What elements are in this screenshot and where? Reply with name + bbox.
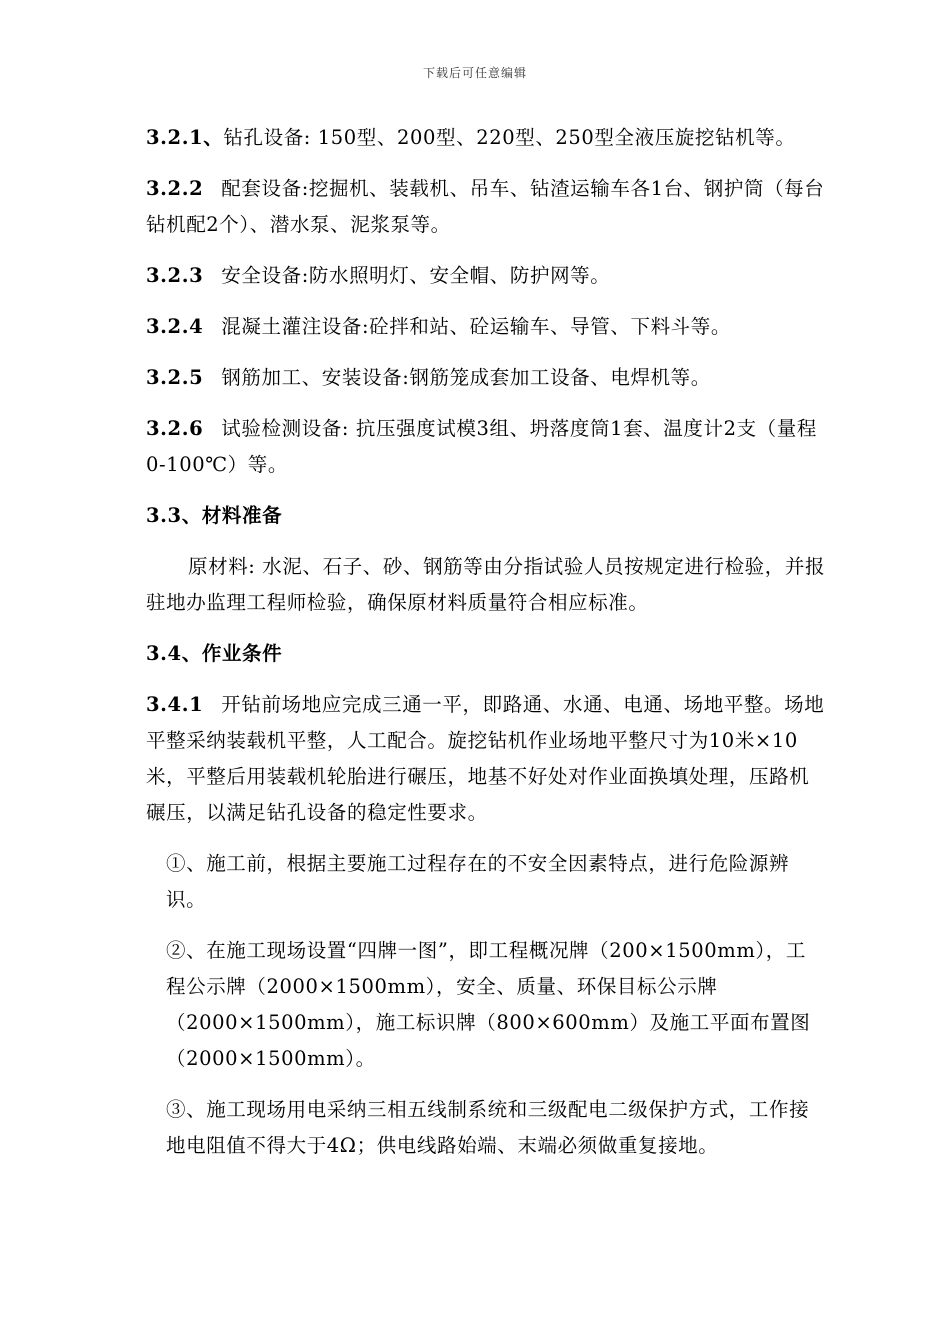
list-item-3: ③、施工现场用电采纳三相五线制系统和三级配电二级保护方式，工作接地电阻值不得大于4Ω；供电线路始端、末端必须做重复接地。 [166, 1098, 810, 1157]
list-item-1: ①、施工前，根据主要施工过程存在的不安全因素特点，进行危险源辨识。 [166, 852, 790, 911]
paragraph-3-2-1 [146, 120, 826, 156]
section-number: 3.2.3 [146, 264, 204, 287]
paragraph-3-2-5 [146, 360, 826, 396]
paragraph-text: 安全设备:防水照明灯、安全帽、防护网等。 [221, 264, 611, 287]
paragraph-text: 钢筋加工、安装设备:钢筋笼成套加工设备、电焊机等。 [221, 366, 711, 389]
paragraph-text: 试验检测设备: 抗压强度试模3组、坍落度筒1套、温度计2支（量程0-100℃）等。 [146, 417, 817, 476]
list-item-2: ②、在施工现场设置“四牌一图”，即工程概况牌（200×1500mm），工程公示牌（2000×1500mm），安全、质量、环保目标公示牌（2000×1500mm），施工标识牌（800×600mm）及施工平面布置图（2000×1500mm）。 [166, 939, 811, 1070]
paragraph-text: 钻孔设备: 150型、200型、220型、250型全液压旋挖钻机等。 [223, 126, 796, 149]
section-number: 3.2.1、 [146, 126, 224, 149]
paragraph-3-2-2 [146, 171, 826, 243]
paragraph-text: 配套设备:挖掘机、装载机、吊车、钻渣运输车各1台、钢护筒（每台钻机配2个）、潜水泵、泥浆泵等。 [146, 177, 825, 236]
section-number: 3.2.4 [146, 315, 204, 338]
paragraph-3-2-3 [146, 258, 826, 294]
paragraph-text: 开钻前场地应完成三通一平，即路通、水通、电通、场地平整。场地平整采纳装载机平整，人工配合。旋挖钻机作业场地平整尺寸为10米×10米，平整后用装载机轮胎进行碾压，地基不好处对作业面换填处理，压路机碾压，以满足钻孔设备的稳定性要求。 [146, 693, 825, 824]
section-number: 3.4.1 [146, 693, 204, 716]
paragraph-3-2-4 [146, 309, 826, 345]
paragraph-materials: 原材料: 水泥、石子、砂、钢筋等由分指试验人员按规定进行检验，并报驻地办监理工程师检验，确保原材料质量符合相应标准。 [146, 555, 826, 614]
page-header: 下载后可任意编辑 [422, 66, 527, 80]
paragraph-3-2-6 [146, 411, 826, 483]
section-heading-3-3: 3.3、材料准备 [146, 504, 283, 527]
section-number: 3.2.6 [146, 417, 204, 440]
paragraph-3-4-1 [146, 687, 826, 831]
paragraph-text: 混凝土灌注设备:砼拌和站、砼运输车、导管、下料斗等。 [221, 315, 731, 338]
document-body [146, 120, 826, 1179]
section-number: 3.2.5 [146, 366, 204, 389]
section-heading-3-4: 3.4、作业条件 [146, 642, 283, 665]
section-number: 3.2.2 [146, 177, 204, 200]
